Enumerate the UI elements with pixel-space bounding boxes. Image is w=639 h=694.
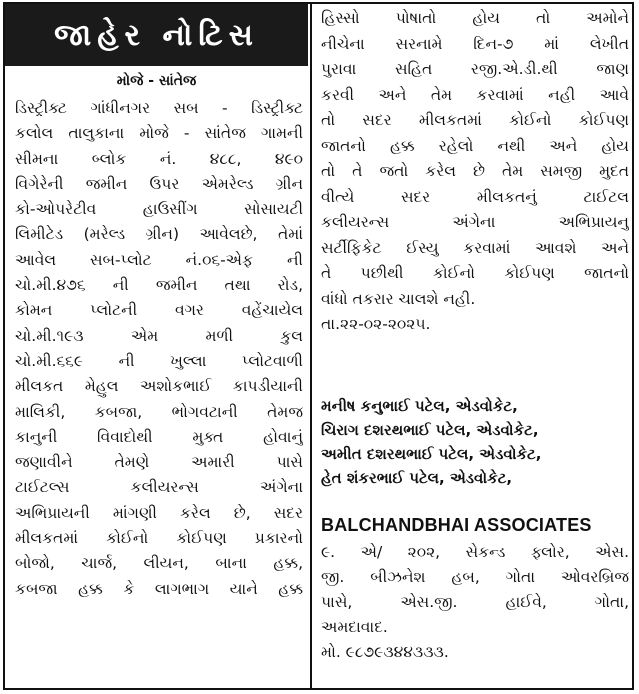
body-line: બોજો, ચાર્જ, લીયન, બાના હક્ક, bbox=[15, 554, 303, 573]
mobile-number: મો. ૯૮૭૯૩૪૪૩૩૩. bbox=[321, 643, 449, 661]
body-line: તે પછીથી કોઈનો કોઈપણ જાતનો bbox=[321, 264, 629, 282]
notice-title: જાહેર નોટિસ bbox=[5, 4, 308, 66]
firm-address bbox=[321, 540, 629, 665]
advocate-name: મનીષ કનુભાઈ પટેલ, એડવોકેટ, bbox=[321, 397, 518, 415]
body-line: ચો.મી.૪૭૬ ની જમીન તથા રોડ, bbox=[15, 276, 303, 295]
body-line: વાંધો તકરાર ચાલશે નહી. bbox=[321, 289, 476, 308]
body-line: સીમના બ્લોક નં. ૪૮૮, ૪૯૦ bbox=[15, 149, 303, 168]
body-line: તો તે જતો કરેલ છે તેમ સમજી મુદત bbox=[321, 162, 629, 180]
body-line: સર્ટીફિકેટ ઈસ્યુ કરવામાં આવશે અને bbox=[321, 238, 629, 257]
body-line: તો સદર મીલકતમાં કોઈનો કોઈપણ bbox=[321, 111, 629, 129]
body-line: ડિસ્ટ્રીક્ટ ગાંધીનગર સબ - ડિસ્ટ્રીક્ટ bbox=[15, 99, 303, 117]
body-line: ટાઈટલ્સ કલીયરન્સ અંગેના bbox=[15, 478, 303, 497]
body-line: વીત્યે સદર મીલકતનું ટાઈટલ bbox=[321, 187, 629, 206]
village-subtitle: મોજે - સાંતેજ bbox=[116, 73, 197, 89]
column-divider bbox=[310, 4, 312, 688]
notice-right-column bbox=[317, 4, 633, 688]
body-line: કબજા હક્ક કે લાગભાગ યાને હક્ક bbox=[15, 579, 303, 598]
body-line: કરવી અને તેમ કરવામાં નહી આવે bbox=[321, 85, 629, 104]
address-line: અમદાવાદ. bbox=[321, 618, 388, 636]
body-line: માલિકી, કબજા, ભોગવટાની તેમજ bbox=[15, 402, 303, 421]
body-line: કોમન પ્લોટની વગર વહેંચાયેલ bbox=[15, 301, 303, 320]
body-line: ચો.મી.૧૯૩ એમ મળી કુલ bbox=[15, 326, 303, 345]
advocate-name: ચિરાગ દશરથભાઈ પટેલ, એડવોકેટ, bbox=[321, 421, 539, 439]
advocate-list bbox=[321, 394, 621, 490]
body-line: નીચેના સરનામે દિન-૭ માં લેખીત bbox=[321, 34, 629, 53]
body-line: કલોલ તાલુકાના મોજે - સાંતેજ ગામની bbox=[15, 124, 303, 143]
body-line: હિસ્સો પોષાતો હોય તો અમોને bbox=[321, 9, 629, 27]
body-line: પુરાવા સહિત રજી.એ.ડી.થી જાણ bbox=[321, 60, 629, 78]
body-line: કલીયરન્સ અંગેના અભિપ્રાયનુ bbox=[321, 213, 629, 231]
body-line: અભિપ્રાયની માંગણી કરેલ છે, સદર bbox=[15, 503, 303, 522]
notice-body-right bbox=[321, 6, 629, 338]
body-line: જાતનો હક્ક રહેલો નથી અને હોય bbox=[321, 136, 629, 155]
body-line: મીલકત મેહુલ અશોકભાઈ કાપડીયાની bbox=[15, 377, 303, 396]
address-line: પાસે, એસ.જી. હાઈવે, ગોતા, bbox=[321, 593, 629, 611]
body-line: કાનુની વિવાદોથી મુક્ત હોવાનું bbox=[15, 427, 303, 446]
address-line: ૯. એ/ ૨૦૨, સેકન્ડ ફ્લોર, એસ. bbox=[321, 543, 629, 561]
body-line: આવેલ સબ-પ્લોટ નં.૦૬-એફ ની bbox=[15, 250, 303, 269]
body-line: લિમીટેડ (મરેલ્ડ ગ્રીન) આવેલછે, તેમાં bbox=[15, 225, 303, 244]
body-line: મીલકતમાં કોઈનો કોઈપણ પ્રકારનો bbox=[15, 529, 303, 548]
body-line: કો-ઓપરેટીવ હાઉસીંગ સોસાયટી bbox=[15, 200, 303, 219]
notice-left-column bbox=[5, 4, 308, 688]
notice-body-left bbox=[15, 96, 303, 602]
body-line: જણાવીને તેમણે અમારી પાસે bbox=[15, 453, 303, 472]
public-notice bbox=[3, 2, 634, 690]
body-line: વિગેરેની જમીન ઉપર એમરેલ્ડ ગ્રીન bbox=[15, 174, 303, 193]
advocate-name: હેત શંકરભાઈ પટેલ, એડવોકેટ, bbox=[321, 469, 513, 487]
address-line: જી. બીઝનેશ હબ, ગોતા ઓવરબ્રિજ bbox=[321, 568, 629, 586]
firm-name: BALCHANDBHAI ASSOCIATES bbox=[321, 515, 592, 535]
advocate-name: અમીત દશરથભાઈ પટેલ, એડવોકેટ, bbox=[321, 445, 542, 463]
notice-date: તા.૨૨-૦૨-૨૦૨૫. bbox=[321, 315, 431, 333]
body-line: ચો.મી.૬૬૯ ની ખુલ્લા પ્લોટવાળી bbox=[15, 351, 303, 370]
